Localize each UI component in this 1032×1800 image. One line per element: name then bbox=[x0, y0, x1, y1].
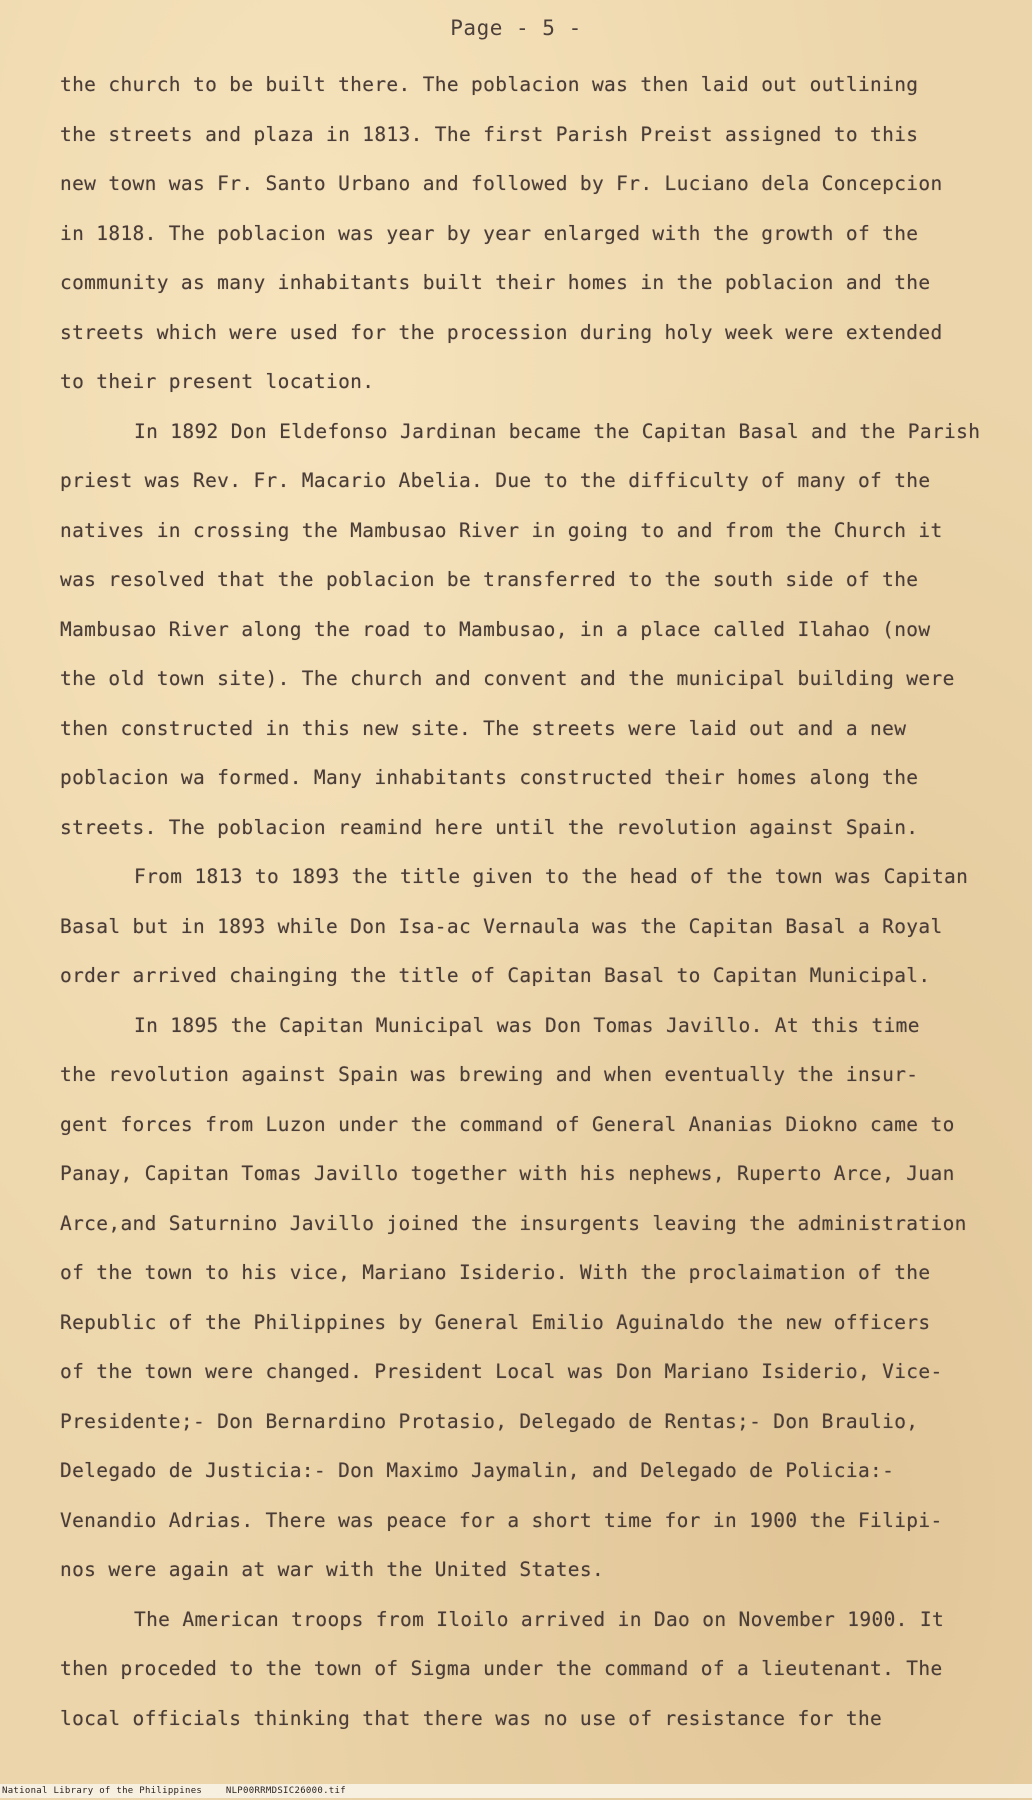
text-line: Basal but in 1893 while Don Isa-ac Vernaula was the Capitan Basal a Royal bbox=[60, 914, 943, 938]
paragraph-start: From 1813 to 1893 the title given to the head of the town was Capitan bbox=[134, 865, 969, 888]
text-line: the church to be built there. The poblacion was then laid out outlining bbox=[60, 73, 919, 96]
text-line: streets which were used for the procession during holy week were extended bbox=[60, 320, 943, 344]
text-line: Arce,and Saturnino Javillo joined the insurgents leaving the administration bbox=[60, 1211, 967, 1235]
paragraph-start: In 1895 the Capitan Municipal was Don Tomas Javillo. At this time bbox=[134, 1013, 920, 1037]
text-line: priest was Rev. Fr. Macario Abelia. Due to the difficulty of many of the bbox=[60, 469, 931, 492]
text-line: Presidente;- Don Bernardino Protasio, Delegado de Rentas;- Don Braulio, bbox=[60, 1409, 919, 1433]
text-line: poblacion wa formed. Many inhabitants constructed their homes along the bbox=[60, 766, 919, 789]
text-line: the old town site). The church and convent and the municipal building were bbox=[60, 667, 955, 690]
text-line: of the town were changed. President Local was Don Mariano Isiderio, Vice- bbox=[60, 1360, 943, 1383]
document-body bbox=[60, 60, 1000, 1743]
text-line: streets. The poblacion reamind here until the revolution against Spain. bbox=[60, 815, 919, 839]
scan-footer bbox=[0, 1784, 1032, 1798]
text-line: Venandio Adrias. There was peace for a short time for in 1900 the Filipi- bbox=[60, 1508, 943, 1532]
page-number: Page - 5 - bbox=[450, 16, 582, 40]
text-line: natives in crossing the Mambusao River in going to and from the Church it bbox=[60, 518, 943, 542]
text-line: Republic of the Philippines by General Emilio Aguinaldo the new officers bbox=[60, 1310, 931, 1334]
text-line: to their present location. bbox=[60, 370, 375, 393]
text-line: Mambusao River along the road to Mambusao, in a place called Ilahao (now bbox=[60, 617, 931, 641]
text-line: the streets and plaza in 1813. The first Parish Preist assigned to this bbox=[60, 122, 919, 146]
text-line: the revolution against Spain was brewing and when eventually the insur- bbox=[60, 1063, 919, 1086]
text-line: then constructed in this new site. The streets were laid out and a new bbox=[60, 716, 907, 740]
text-line: local officials thinking that there was no use of resistance for the bbox=[60, 1706, 883, 1730]
text-line: order arrived chainging the title of Capitan Basal to Capitan Municipal. bbox=[60, 964, 931, 987]
text-line: community as many inhabitants built their homes in the poblacion and the bbox=[60, 271, 931, 294]
text-line: Delegado de Justicia:- Don Maximo Jaymalin, and Delegado de Policia:- bbox=[60, 1459, 895, 1482]
paragraph-start: In 1892 Don Eldefonso Jardinan became the Capitan Basal and the Parish bbox=[134, 419, 981, 443]
paragraph-start: The American troops from Iloilo arrived in Dao on November 1900. It bbox=[134, 1607, 945, 1631]
text-line: then proceded to the town of Sigma under the command of a lieutenant. The bbox=[60, 1657, 943, 1680]
text-line: of the town to his vice, Mariano Isiderio. With the proclaimation of the bbox=[60, 1261, 931, 1284]
text-line: gent forces from Luzon under the command of General Ananias Diokno came to bbox=[60, 1112, 955, 1136]
text-line: nos were again at war with the United States. bbox=[60, 1558, 605, 1581]
file-name: NLP00RRMDSIC26000.tif bbox=[225, 1786, 346, 1796]
library-name: National Library of the Philippines bbox=[2, 1786, 203, 1796]
text-line: Panay, Capitan Tomas Javillo together with his nephews, Ruperto Arce, Juan bbox=[60, 1162, 955, 1185]
text-line: in 1818. The poblacion was year by year enlarged with the growth of the bbox=[60, 221, 919, 245]
text-line: new town was Fr. Santo Urbano and followed by Fr. Luciano dela Concepcion bbox=[60, 172, 943, 195]
text-line: was resolved that the poblacion be transferred to the south side of the bbox=[60, 568, 919, 591]
